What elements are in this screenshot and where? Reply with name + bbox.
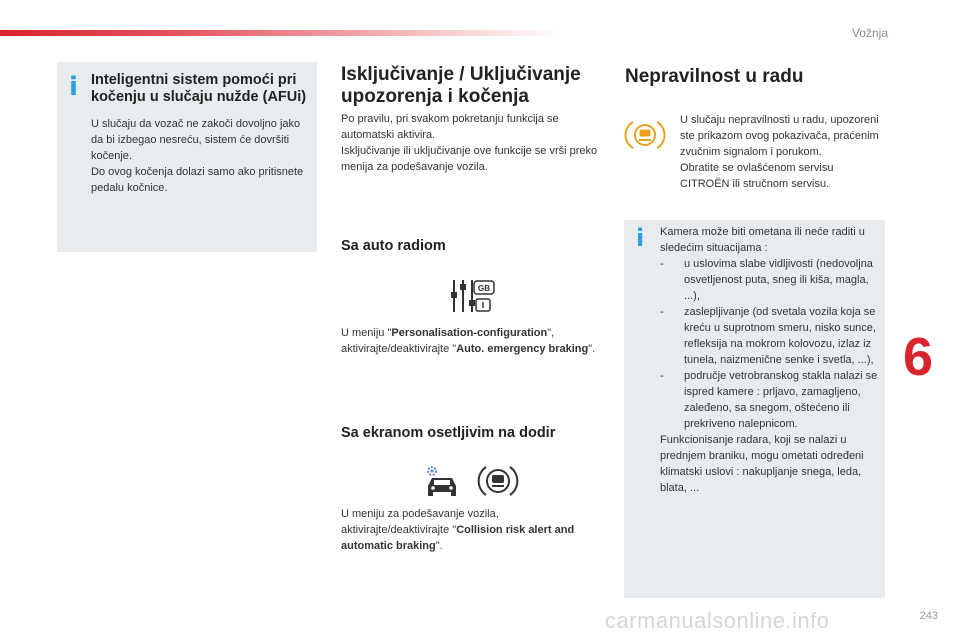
watermark: carmanualsonline.info	[605, 608, 830, 633]
touch-text: U meniju za podešavanje vozila, aktivirajte/deaktivirajte "	[341, 508, 499, 536]
list-item: - zaslepljivanje (od svetala vozila koja se kreću u suprotnom smeru, nisko sunce, refleksija na mokrom kolovozu, izlaz iz tunela, naizmenične senke i svetla, ...),	[660, 306, 876, 366]
svg-text:GB: GB	[478, 284, 490, 293]
list-item: - u uslovima slabe vidljivosti (nedovoljna osvetljenost puta, sneg ili kiša, magla, ...),	[660, 258, 873, 302]
radio-text: ".	[588, 343, 596, 355]
malfunction-paragraph: U slučaju nepravilnosti u radu, upozoreni ste prikazom ovog pokazivača, praćenim zvučnim signalom i porukom.	[680, 114, 879, 158]
radio-instruction	[341, 325, 603, 357]
camera-outro: Funkcionisanje radara, koji se nalazi u prednjem braniku, mogu ometati određeni klimatski uslovi : nakupljanje snega, leda, blata, ...	[660, 434, 864, 494]
afu-paragraph: U slučaju da vozač ne zakoči dovoljno jako da bi izbegao nesreću, sistem će dovršiti kočenje.	[91, 118, 301, 162]
right-title: Nepravilnost u radu	[625, 66, 804, 87]
chapter-number: 6	[903, 327, 934, 387]
list-item-text: zaslepljivanje (od svetala vozila koja se kreću u suprotnom smeru, nisko sunce, refleksija na mokrom kolovozu, izlaz iz tunela, naizmenične senke i svetla, ...),	[684, 306, 876, 366]
collision-alert-icon	[480, 464, 516, 498]
afu-title: Inteligentni sistem pomoći pri kočenju u slučaju nužde (AFUi)	[91, 72, 307, 105]
list-item-text: u uslovima slabe vidljivosti (nedovoljna osvetljenost puta, sneg ili kiša, magla, ...),	[684, 258, 873, 302]
camera-intro: Kamera može biti ometana ili neće raditi u sledećim situacijama :	[660, 226, 865, 254]
camera-info-box	[624, 220, 885, 598]
malfunction-paragraph: Obratite se ovlašćenom servisu CITROËN ili stručnom servisu.	[680, 162, 834, 190]
touch-subtitle: Sa ekranom osetljivim na dodir	[341, 425, 556, 441]
intro-paragraph: Po pravilu, pri svakom pokretanju funkcija se automatski aktivira.	[341, 113, 559, 141]
collision-warning-icon	[628, 120, 662, 150]
car-settings-icon	[424, 464, 460, 498]
info-icon: i	[636, 224, 645, 252]
intro-paragraph: Isključivanje ili uključivanje ove funkcije se vrši preko menija za podešavanje vozila.	[341, 145, 598, 173]
header-accent-bar	[0, 30, 560, 36]
afu-body	[91, 116, 311, 196]
radio-option-name: Auto. emergency braking	[456, 343, 589, 355]
middle-title: Isključivanje / Uključivanje upozorenja i kočenja	[341, 64, 581, 107]
touch-option-name: Collision risk alert and automatic braking	[341, 524, 575, 552]
malfunction-text	[680, 112, 880, 192]
radio-menu-name: Personalisation-configuration	[391, 327, 548, 339]
radio-subtitle: Sa auto radiom	[341, 238, 446, 254]
touch-instruction	[341, 506, 603, 554]
radio-text: U meniju "	[341, 327, 392, 339]
list-item-text: područje vetrobranskog stakla nalazi se ispred kamere : prljavo, zamagljeno, zaleđeno, sa snegom, oštećeno ili prekriveno nalepnicom.	[684, 370, 878, 430]
page-number: 243	[919, 610, 938, 622]
info-icon: i	[69, 72, 78, 102]
afu-info-box	[57, 62, 317, 252]
radio-text: ", aktivirajte/deaktivirajte "	[341, 327, 555, 355]
middle-intro	[341, 111, 603, 175]
camera-text	[660, 224, 882, 496]
list-item: - područje vetrobranskog stakla nalazi se ispred kamere : prljavo, zamagljeno, zaleđeno, sa snegom, oštećeno ili prekriveno nalepnicom.	[660, 370, 878, 430]
afu-paragraph: Do ovog kočenja dolazi samo ako pritisnete pedalu kočnice.	[91, 166, 304, 194]
touch-text: ".	[435, 540, 443, 552]
section-title: Vožnja	[851, 26, 888, 40]
radio-settings-icon	[450, 278, 496, 314]
